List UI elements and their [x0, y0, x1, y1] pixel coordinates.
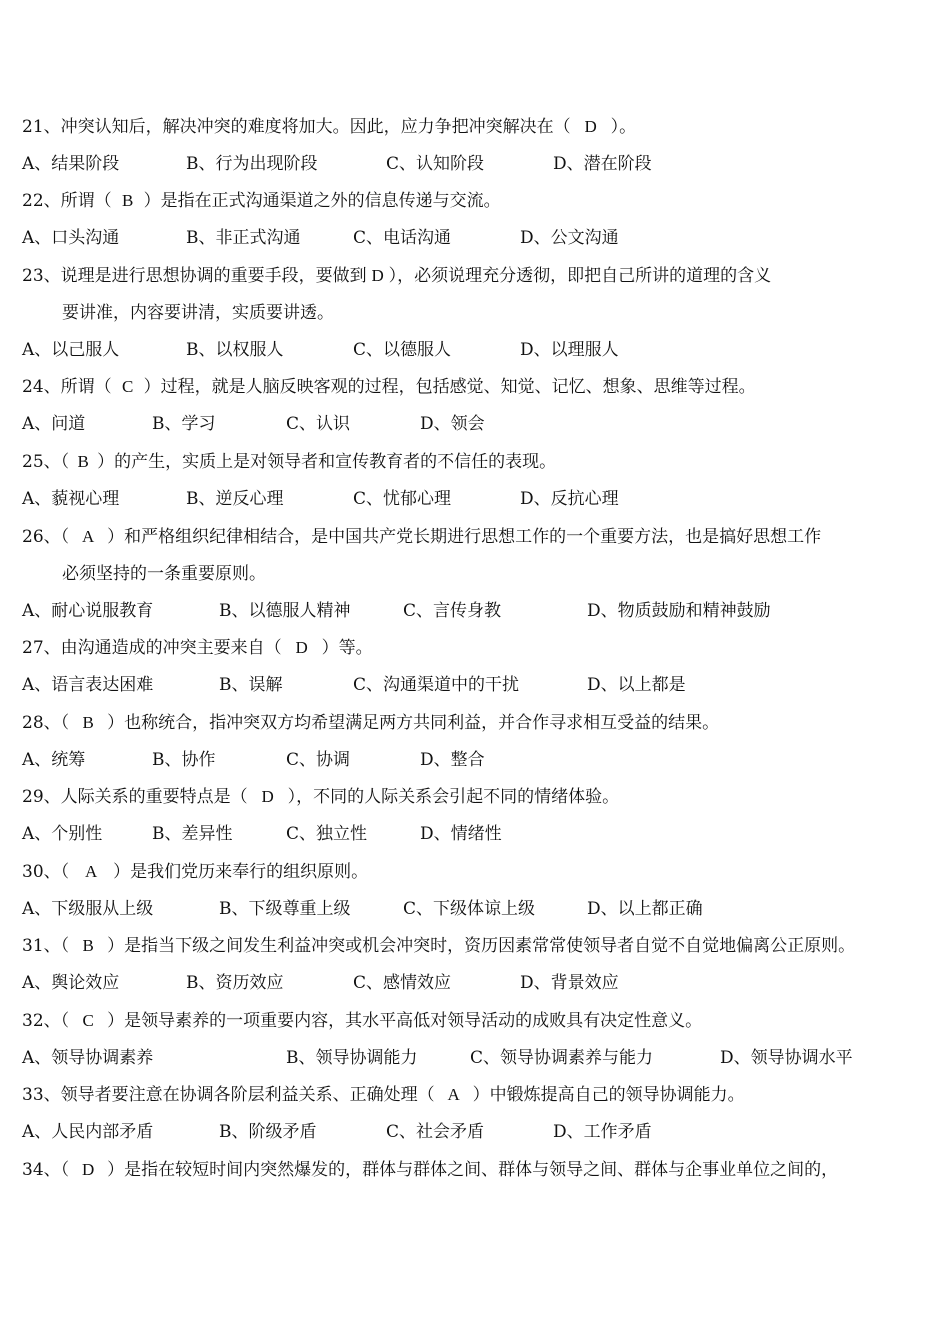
option: A、领导协调素养: [22, 1048, 154, 1068]
option: D、领导协调水平: [720, 1048, 853, 1068]
question-text: （: [60, 862, 70, 882]
option: B、以德服人精神: [219, 601, 351, 621]
answer: D: [82, 1160, 95, 1179]
question-number: 30、: [22, 862, 61, 882]
question-26: [22, 522, 821, 552]
question-text: ）是指在较短时间内突然爆发的，群体与群体之间、群体与领导之间、群体与企事业单位之间的，: [107, 1160, 839, 1180]
answer: D: [584, 117, 597, 136]
option: B、资历效应: [186, 973, 284, 993]
answer: B: [77, 452, 89, 471]
option: D、潜在阶段: [553, 154, 652, 174]
option: B、差异性: [152, 824, 233, 844]
question-29: [22, 782, 619, 812]
option: A、语言表达困难: [22, 675, 154, 695]
option: A、舆论效应: [22, 973, 120, 993]
question-text: ）等。: [321, 638, 373, 658]
option: A、个别性: [22, 824, 103, 844]
option: C、言传身教: [403, 601, 502, 621]
option: D、以上都正确: [587, 899, 703, 919]
question-text: ）过程，就是人脑反映客观的过程，包括感觉、知觉、记忆、想象、思维等过程。: [143, 377, 756, 397]
option: D、以理服人: [520, 340, 619, 360]
question-21: [22, 112, 636, 142]
option: A、统筹: [22, 750, 86, 770]
answer: D: [295, 638, 308, 657]
question-28: [22, 708, 719, 738]
question-number: 31、: [22, 936, 61, 956]
question-text: 说理是进行思想协调的重要手段，要做到: [60, 266, 367, 286]
option: B、协作: [152, 750, 216, 770]
option: C、领导协调素养与能力: [470, 1048, 654, 1068]
option: A、藐视心理: [22, 489, 120, 509]
question-number: 26、: [22, 527, 61, 547]
question-text: ）是我们党历来奉行的组织原则。: [113, 862, 369, 882]
option: D、反抗心理: [520, 489, 619, 509]
question-30: [22, 857, 368, 887]
answer: D: [261, 787, 274, 806]
option: D、工作矛盾: [553, 1122, 652, 1142]
option: C、忧郁心理: [353, 489, 452, 509]
option: B、误解: [219, 675, 283, 695]
option: C、协调: [286, 750, 351, 770]
option: C、社会矛盾: [386, 1122, 485, 1142]
option: A、耐心说服教育: [22, 601, 154, 621]
answer: B: [82, 713, 94, 732]
question-text: ），必须说理充分透彻，即把自己所讲的道理的含义: [388, 266, 772, 286]
question-31: [22, 931, 855, 961]
option: C、认知阶段: [386, 154, 485, 174]
option: B、以权服人: [186, 340, 284, 360]
question-text: ）。: [610, 117, 637, 137]
option: C、认识: [286, 414, 351, 434]
option: D、整合: [420, 750, 485, 770]
question-22: [22, 186, 501, 216]
question-text: 人际关系的重要特点是（: [60, 787, 248, 807]
option: D、以上都是: [587, 675, 686, 695]
question-text: （: [60, 452, 70, 472]
option: B、非正式沟通: [186, 228, 301, 248]
option: D、背景效应: [520, 973, 619, 993]
question-number: 34、: [22, 1160, 61, 1180]
question-number: 32、: [22, 1011, 61, 1031]
question-text: ）也称统合，指冲突双方均希望满足两方共同利益，并合作寻求相互受益的结果。: [107, 713, 720, 733]
answer: C: [82, 1011, 94, 1030]
option: C、电话沟通: [353, 228, 452, 248]
option: B、阶级矛盾: [219, 1122, 317, 1142]
option: A、结果阶段: [22, 154, 120, 174]
option: D、物质鼓励和精神鼓励: [587, 601, 771, 621]
question-number: 22、: [22, 191, 61, 211]
option: C、独立性: [286, 824, 368, 844]
option: C、以德服人: [353, 340, 452, 360]
question-text: （: [60, 1011, 70, 1031]
option: D、公文沟通: [520, 228, 619, 248]
option: B、逆反心理: [186, 489, 284, 509]
option: C、感情效应: [353, 973, 452, 993]
question-text: ）中锻炼提高自己的领导协调能力。: [472, 1085, 745, 1105]
question-23: [22, 261, 771, 291]
question-text: （: [60, 527, 70, 547]
question-text: （: [60, 936, 70, 956]
question-number: 25、: [22, 452, 61, 472]
answer: D: [371, 266, 384, 285]
question-number: 24、: [22, 377, 61, 397]
answer: A: [82, 527, 95, 546]
question-24: [22, 372, 756, 402]
option: B、学习: [152, 414, 216, 434]
option: A、下级服从上级: [22, 899, 154, 919]
question-text: ）是指在正式沟通渠道之外的信息传递与交流。: [143, 191, 501, 211]
option: D、情绪性: [420, 824, 502, 844]
answer: A: [447, 1085, 460, 1104]
question-text: （: [60, 1160, 70, 1180]
option: B、行为出现阶段: [186, 154, 318, 174]
question-number: 21、: [22, 117, 61, 137]
question-text: ）和严格组织纪律相结合，是中国共产党长期进行思想工作的一个重要方法，也是搞好思想工作: [107, 527, 822, 547]
option: B、下级尊重上级: [219, 899, 351, 919]
option: A、问道: [22, 414, 86, 434]
question-text: 所谓（: [60, 377, 112, 397]
question-text: ）是指当下级之间发生利益冲突或机会冲突时，资历因素常常使领导者自觉不自觉地偏离公正原则。: [107, 936, 856, 956]
answer: B: [82, 936, 94, 955]
option: A、人民内部矛盾: [22, 1122, 154, 1142]
question-number: 33、: [22, 1085, 61, 1105]
option: C、下级体谅上级: [403, 899, 536, 919]
answer: B: [121, 191, 134, 210]
question-continuation: 必须坚持的一条重要原则。: [62, 564, 266, 584]
question-number: 23、: [22, 266, 61, 286]
question-text: ）的产生，实质上是对领导者和宣传教育者的不信任的表现。: [97, 452, 557, 472]
answer: A: [85, 862, 98, 881]
question-34: [22, 1155, 838, 1185]
question-33: [22, 1080, 745, 1110]
question-27: [22, 633, 373, 663]
question-25: [22, 447, 556, 477]
option: B、领导协调能力: [286, 1048, 418, 1068]
option: A、口头沟通: [22, 228, 120, 248]
option: A、以己服人: [22, 340, 120, 360]
option: D、领会: [420, 414, 485, 434]
answer: C: [121, 377, 134, 396]
question-text: （: [60, 713, 70, 733]
question-32: [22, 1006, 702, 1036]
question-text: ），不同的人际关系会引起不同的情绪体验。: [287, 787, 620, 807]
question-continuation: 要讲准，内容要讲清，实质要讲透。: [62, 303, 334, 323]
question-text: 由沟通造成的冲突主要来自（: [60, 638, 282, 658]
question-text: 冲突认知后，解决冲突的难度将加大。因此，应力争把冲突解决在（: [60, 117, 571, 137]
question-text: 所谓（: [60, 191, 112, 211]
question-number: 29、: [22, 787, 61, 807]
question-text: ）是领导素养的一项重要内容，其水平高低对领导活动的成败具有决定性意义。: [107, 1011, 703, 1031]
question-text: 领导者要注意在协调各阶层利益关系、正确处理（: [60, 1085, 435, 1105]
question-number: 27、: [22, 638, 61, 658]
question-number: 28、: [22, 713, 61, 733]
option: C、沟通渠道中的干扰: [353, 675, 520, 695]
